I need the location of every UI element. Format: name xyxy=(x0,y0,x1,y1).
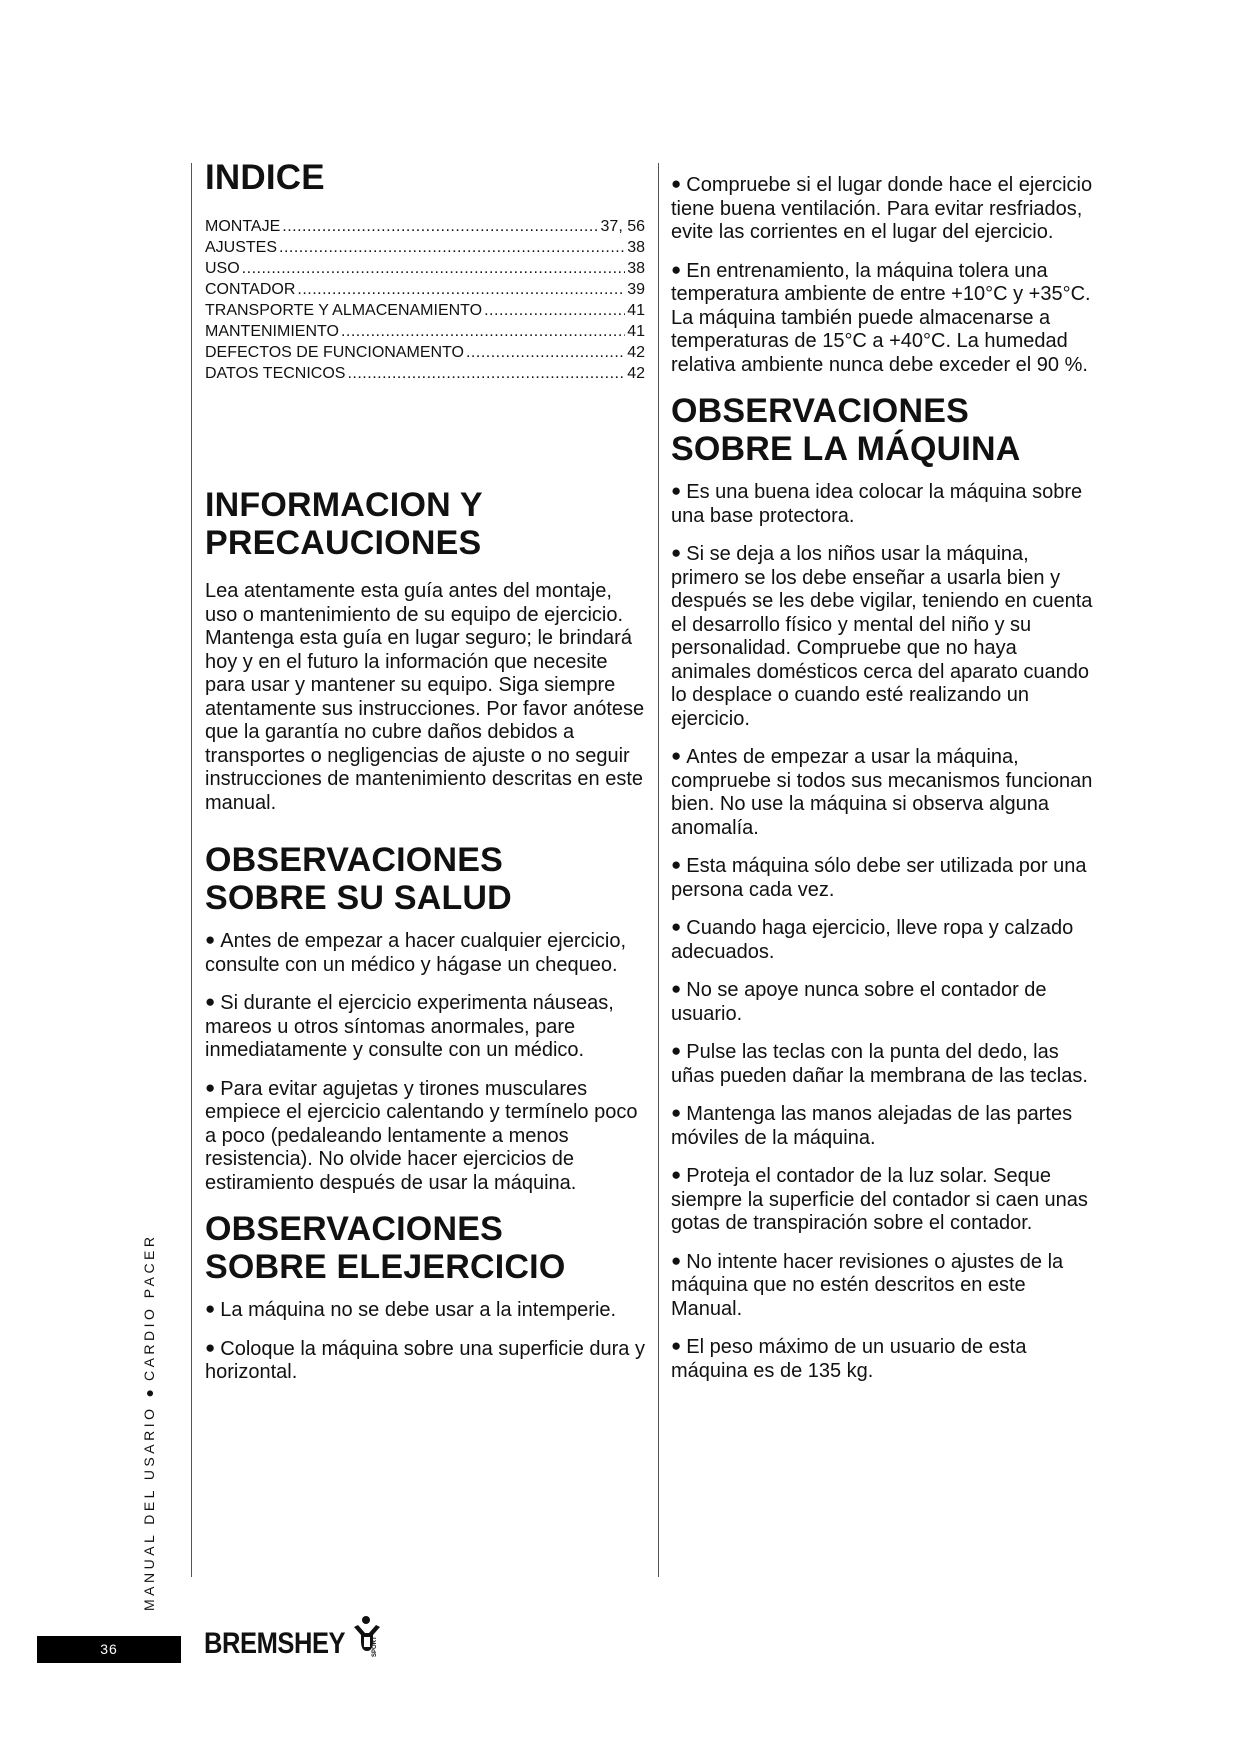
ejercicio-heading xyxy=(205,1210,645,1286)
bullet-text: Cuando haga ejercicio, lleve ropa y calzado adecuados. xyxy=(671,917,1074,963)
toc-item[interactable] xyxy=(205,216,645,237)
salud-heading-line-2: SOBRE SU SALUD xyxy=(205,879,512,917)
toc-label: CONTADOR xyxy=(205,281,296,298)
right-column xyxy=(671,174,1096,1398)
bullet-text: La máquina no se debe usar a la intemperie. xyxy=(220,1299,617,1321)
toc-leader xyxy=(242,258,626,279)
ejercicio-heading-line-1: OBSERVACIONES xyxy=(205,1210,503,1248)
bullet-item xyxy=(671,174,1096,245)
middle-column-rule xyxy=(658,163,659,1577)
bullet-text: Antes de empezar a usar la máquina, compruebe si todos sus mecanismos funcionan bien. No use la máquina si observa alguna anomalía. xyxy=(671,746,1093,839)
ejercicio-section xyxy=(205,1210,645,1385)
toc-page: 42 xyxy=(627,344,645,361)
toc-item[interactable] xyxy=(205,342,645,363)
indice-title: INDICE xyxy=(205,158,325,197)
maquina-heading xyxy=(671,392,1096,468)
top-bullets xyxy=(671,174,1096,377)
bremshey-logo xyxy=(204,1615,382,1659)
toc-item[interactable] xyxy=(205,258,645,279)
toc-leader xyxy=(484,300,625,321)
bullet-item xyxy=(671,1165,1096,1236)
bullet-item xyxy=(671,543,1096,731)
bullet-item xyxy=(671,260,1096,378)
info-heading xyxy=(205,486,645,562)
bullet-item xyxy=(671,917,1096,964)
bullet-dot: ● xyxy=(671,1336,682,1355)
bullet-dot: ● xyxy=(205,930,216,949)
bullet-dot: ● xyxy=(671,481,682,500)
maquina-heading-line-1: OBSERVACIONES xyxy=(671,392,969,430)
side-label-product: CARDIO PACER xyxy=(141,1233,157,1382)
bullet-item xyxy=(671,979,1096,1026)
bullet-dot: ● xyxy=(671,1041,682,1060)
left-column xyxy=(205,158,645,1400)
ejercicio-bullets xyxy=(205,1299,645,1385)
bullet-text: Esta máquina sólo debe ser utilizada por una persona cada vez. xyxy=(671,855,1087,901)
bullet-text: Para evitar agujetas y tirones musculares empiece el ejercicio calentando y termínelo poco a poco (pedaleando lentamente a menos resistencia). No olvide hacer ejercicios de estiramiento después de usar la máquina. xyxy=(205,1077,638,1194)
toc-page: 41 xyxy=(627,323,645,340)
toc-page: 39 xyxy=(627,281,645,298)
toc-leader xyxy=(279,237,625,258)
toc-page: 41 xyxy=(627,302,645,319)
toc-page: 38 xyxy=(627,239,645,256)
bullet-text: Antes de empezar a hacer cualquier ejercicio, consulte con un médico y hágase un chequeo. xyxy=(205,930,627,976)
bullet-dot: ● xyxy=(671,917,682,936)
toc-leader xyxy=(466,342,625,363)
bullet-text: Coloque la máquina sobre una superficie dura y horizontal. xyxy=(205,1337,645,1383)
bullet-item xyxy=(671,1041,1096,1088)
bullet-dot: ● xyxy=(671,979,682,998)
toc-label: USO xyxy=(205,260,240,277)
bullet-text: No intente hacer revisiones o ajustes de la máquina que no estén descritos en este Manual. xyxy=(671,1250,1064,1320)
bullet-dot: ● xyxy=(671,259,682,279)
toc-leader xyxy=(282,216,598,237)
toc-item[interactable] xyxy=(205,300,645,321)
page-number-bar xyxy=(37,1636,181,1663)
toc-label: DATOS TECNICOS xyxy=(205,365,346,382)
bullet-item xyxy=(671,1336,1096,1383)
table-of-contents xyxy=(205,216,645,384)
side-label-manual: MANUAL DEL USARIO xyxy=(141,1405,157,1611)
bullet-text: Si se deja a los niños usar la máquina, primero se los debe enseñar a usarla bien y después se les debe vigilar, teniendo en cuenta el desarrollo físico y mental del niño y su personalidad. Compruebe que no haya animales domésticos cerca del aparato cuando lo desplace o cuando esté realizando un ejercicio. xyxy=(671,543,1093,730)
brand-sub: SPORT xyxy=(372,1636,379,1657)
ejercicio-heading-line-2: SOBRE ELEJERCICIO xyxy=(205,1248,566,1286)
toc-item[interactable] xyxy=(205,279,645,300)
toc-label: DEFECTOS DE FUNCIONAMENTO xyxy=(205,344,464,361)
left-column-rule xyxy=(191,163,192,1577)
bullet-item xyxy=(671,481,1096,528)
toc-item[interactable] xyxy=(205,321,645,342)
page-number: 36 xyxy=(100,1641,118,1657)
toc-item[interactable] xyxy=(205,363,645,384)
bullet-dot: ● xyxy=(671,1250,682,1270)
bullet-dot: ● xyxy=(671,543,682,562)
bullet-dot: ● xyxy=(671,855,682,874)
info-heading-line-2: PRECAUCIONES xyxy=(205,524,482,562)
bullet-text: No se apoye nunca sobre el contador de usuario. xyxy=(671,979,1047,1025)
maquina-heading-line-2: SOBRE LA MÁQUINA xyxy=(671,430,1021,468)
info-heading-line-1: INFORMACION Y xyxy=(205,486,483,524)
bullet-dot: ● xyxy=(671,1103,682,1122)
bullet-item xyxy=(205,1078,645,1196)
bullet-item xyxy=(205,930,645,977)
toc-leader xyxy=(297,279,625,300)
toc-page: 38 xyxy=(627,260,645,277)
toc-label: AJUSTES xyxy=(205,239,278,256)
info-body: Lea atentamente esta guía antes del montaje, uso o mantenimiento de su equipo de ejercicio. Mantenga esta guía en lugar seguro; le brindará hoy y en el futuro la información que necesite para usar y mantener su equipo. Siga siempre atentamente sus instrucciones. Por favor anótese que la garantía no cubre daños debidos a transportes o negligencias de ajuste o no seguir instrucciones de mantenimiento descritas en este manual. xyxy=(205,580,645,814)
bullet-item xyxy=(205,992,645,1063)
bullet-text: En entrenamiento, la máquina tolera una temperatura ambiente de entre +10°C y +35°C. La máquina también puede almacenarse a temperaturas de 15°C a +40°C. La humedad relativa ambiente nunca debe exceder el 90 %. xyxy=(671,259,1091,376)
bullet-text: Proteja el contador de la luz solar. Seque siempre la superficie del contador si caen unas gotas de transpiración sobre el contador. xyxy=(671,1165,1088,1234)
side-label-separator-dot: ● xyxy=(141,1389,157,1398)
salud-heading-line-1: OBSERVACIONES xyxy=(205,841,503,879)
brand-figure-icon xyxy=(352,1615,382,1659)
bullet-dot: ● xyxy=(205,992,216,1011)
bullet-dot: ● xyxy=(205,1077,216,1097)
bullet-item xyxy=(671,746,1096,840)
brand-name: BREMSHEY xyxy=(204,1627,346,1660)
toc-label: MANTENIMIENTO xyxy=(205,323,339,340)
maquina-section xyxy=(671,392,1096,1383)
bullet-dot: ● xyxy=(205,1337,216,1357)
bullet-item xyxy=(671,1251,1096,1322)
side-manual-label xyxy=(141,1233,157,1611)
bullet-item xyxy=(205,1338,645,1385)
toc-label: TRANSPORTE Y ALMACENAMIENTO xyxy=(205,302,483,319)
toc-page: 42 xyxy=(627,365,645,382)
bullet-dot: ● xyxy=(205,1299,216,1318)
toc-leader xyxy=(347,363,625,384)
bullet-item xyxy=(671,1103,1096,1150)
bullet-dot: ● xyxy=(671,174,682,193)
bullet-dot: ● xyxy=(671,1165,682,1184)
bullet-text: Es una buena idea colocar la máquina sobre una base protectora. xyxy=(671,481,1083,527)
toc-label: MONTAJE xyxy=(205,218,281,235)
bullet-text: Compruebe si el lugar donde hace el ejercicio tiene buena ventilación. Para evitar resfriados, evite las corrientes en el lugar del ejercicio. xyxy=(671,174,1093,243)
info-section xyxy=(205,486,645,815)
bullet-text: El peso máximo de un usuario de esta máquina es de 135 kg. xyxy=(671,1336,1027,1382)
bullet-item xyxy=(671,855,1096,902)
bullet-dot: ● xyxy=(671,746,682,765)
bullet-text: Si durante el ejercicio experimenta náuseas, mareos u otros síntomas anormales, pare inmediatamente y consulte con un médico. xyxy=(205,992,614,1061)
toc-page: 37, 56 xyxy=(600,218,645,235)
maquina-bullets xyxy=(671,481,1096,1383)
salud-heading xyxy=(205,841,645,917)
bullet-text: Pulse las teclas con la punta del dedo, las uñas pueden dañar la membrana de las teclas. xyxy=(671,1041,1088,1087)
salud-section xyxy=(205,841,645,1195)
toc-item[interactable] xyxy=(205,237,645,258)
bullet-item xyxy=(205,1299,645,1323)
bullet-text: Mantenga las manos alejadas de las partes móviles de la máquina. xyxy=(671,1103,1073,1149)
salud-bullets xyxy=(205,930,645,1195)
toc-leader xyxy=(341,321,625,342)
